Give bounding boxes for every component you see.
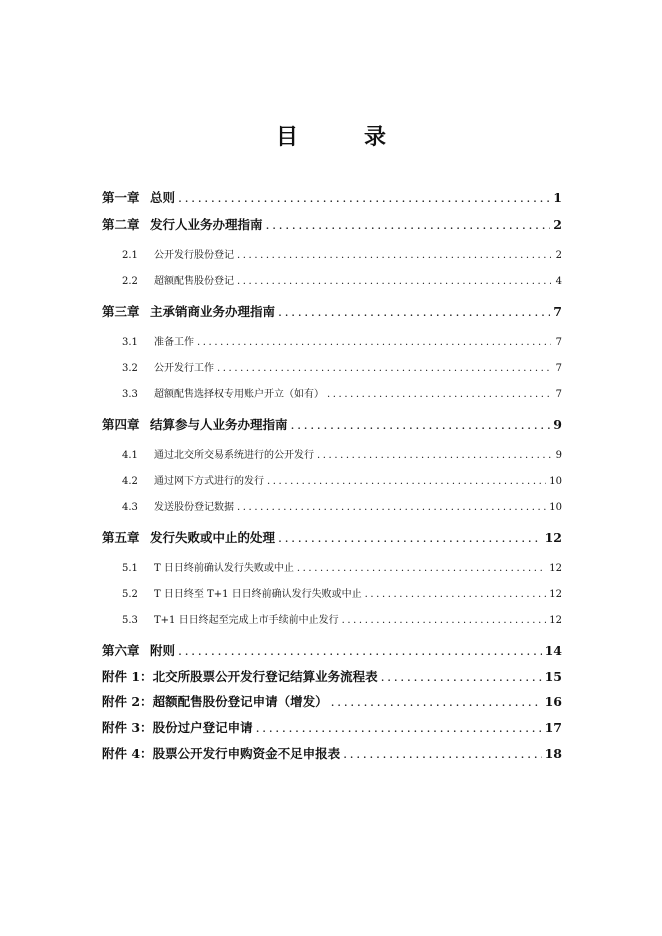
- toc-entry-page: 7: [555, 363, 562, 374]
- toc-entry-label: T+1 日日终起至完成上市手续前中止发行: [154, 615, 339, 626]
- toc-entry-page: 9: [553, 417, 562, 432]
- toc-entry-number: 第三章: [102, 304, 140, 319]
- toc-entry-number: 3.3: [122, 389, 138, 400]
- toc-entry-page: 4: [555, 276, 562, 287]
- toc-entry-number: 第一章: [102, 190, 140, 205]
- toc-entry-page: 2: [555, 250, 562, 261]
- toc-leader-dots: [331, 694, 542, 709]
- toc-entry-page: 18: [544, 746, 562, 761]
- toc-entry-page: 12: [549, 589, 562, 600]
- toc-entry-section-2-1[interactable]: [122, 246, 562, 261]
- toc-entry-number: 2.1: [122, 250, 138, 261]
- toc-leader-dots: [178, 190, 550, 205]
- toc-entry-label: 股票公开发行申购资金不足申报表: [152, 746, 341, 761]
- toc-entry-number: 第六章: [102, 643, 140, 658]
- toc-leader-dots: [343, 746, 542, 761]
- toc-leader-dots: [365, 589, 547, 600]
- toc-entry-label: T 日日终至 T+1 日日终前确认发行失败或中止: [154, 589, 362, 600]
- toc-entry-section-3-3[interactable]: [122, 385, 562, 400]
- toc-entry-section-5-3[interactable]: [122, 611, 562, 626]
- toc-entry-section-2-2[interactable]: [122, 272, 562, 287]
- toc-entry-number: 5.2: [122, 589, 138, 600]
- toc-entry-label: 准备工作: [154, 337, 194, 348]
- toc-leader-dots: [342, 615, 547, 626]
- toc-entry-section-4-1[interactable]: [122, 446, 562, 461]
- toc-entry-section-4-2[interactable]: [122, 472, 562, 487]
- toc-entry-page: 7: [553, 304, 562, 319]
- toc-leader-dots: [278, 530, 542, 545]
- toc-entry-label: 超额配售股份登记申请（增发）: [152, 694, 328, 709]
- toc-entry-chapter-3[interactable]: [102, 302, 562, 320]
- toc-entry-label: 北交所股票公开发行登记结算业务流程表: [152, 669, 378, 684]
- toc-entry-page: 16: [544, 694, 562, 709]
- toc-entry-chapter-5[interactable]: [102, 528, 562, 546]
- toc-leader-dots: [267, 476, 546, 487]
- toc-entry-number: 4.3: [122, 502, 138, 513]
- toc-entry-number: 5.3: [122, 615, 138, 626]
- toc-leader-dots: [278, 304, 550, 319]
- toc-entry-page: 2: [553, 217, 562, 232]
- toc-entry-page: 17: [544, 720, 562, 735]
- toc-entry-page: 7: [555, 337, 562, 348]
- toc-leader-dots: [237, 502, 546, 513]
- toc-leader-dots: [327, 389, 551, 400]
- toc-entry-page: 10: [549, 502, 562, 513]
- toc-entry-number: 第四章: [102, 417, 140, 432]
- toc-entry-label: 超额配售选择权专用账户开立（如有）: [154, 389, 324, 400]
- toc-entry-chapter-4[interactable]: [102, 415, 562, 433]
- toc-entry-page: 9: [555, 450, 562, 461]
- toc-entry-number: 5.1: [122, 563, 138, 574]
- toc-entry-page: 1: [553, 190, 562, 205]
- toc-leader-dots: [381, 669, 542, 684]
- toc-entry-number: 3.2: [122, 363, 138, 374]
- toc-leader-dots: [297, 563, 546, 574]
- toc-entry-number: 附件 4：: [102, 746, 153, 761]
- page-title: 目 录: [275, 124, 408, 150]
- toc-entry-label: 发行人业务办理指南: [150, 217, 263, 232]
- toc-leader-dots: [178, 643, 542, 658]
- toc-entry-label: 总则: [150, 190, 176, 205]
- toc-entry-label: 超额配售股份登记: [154, 276, 234, 287]
- toc-entry-number: 4.1: [122, 450, 138, 461]
- toc-entry-label: 发送股份登记数据: [154, 502, 234, 513]
- toc-entry-number: 3.1: [122, 337, 138, 348]
- toc-entry-label: 发行失败或中止的处理: [150, 530, 276, 545]
- toc-entry-label: 公开发行股份登记: [154, 250, 234, 261]
- toc-leader-dots: [197, 337, 551, 348]
- toc-leader-dots: [237, 250, 551, 261]
- toc-leader-dots: [291, 417, 551, 432]
- toc-entry-page: 12: [544, 530, 562, 545]
- toc-entry-page: 7: [555, 389, 562, 400]
- toc-entry-section-4-3[interactable]: [122, 498, 562, 513]
- toc-entry-section-5-2[interactable]: [122, 585, 562, 600]
- toc-entry-number: 2.2: [122, 276, 138, 287]
- toc-entry-chapter-6[interactable]: [102, 641, 562, 659]
- toc-entry-label: 附则: [150, 643, 176, 658]
- toc-entry-number: 附件 1：: [102, 669, 153, 684]
- toc-entry-label: 股份过户登记申请: [152, 720, 253, 735]
- toc-entry-page: 12: [549, 563, 562, 574]
- toc-entry-label: 主承销商业务办理指南: [150, 304, 276, 319]
- toc-entry-page: 10: [549, 476, 562, 487]
- toc-entry-appendix-2[interactable]: [102, 692, 562, 710]
- toc-leader-dots: [266, 217, 551, 232]
- toc-entry-number: 第五章: [102, 530, 140, 545]
- toc-entry-appendix-4[interactable]: [102, 744, 562, 762]
- toc-entry-number: 4.2: [122, 476, 138, 487]
- toc-entry-page: 12: [549, 615, 562, 626]
- toc-leader-dots: [317, 450, 551, 461]
- toc-entry-number: 附件 2：: [102, 694, 153, 709]
- toc-entry-label: 通过北交所交易系统进行的公开发行: [154, 450, 314, 461]
- toc-entry-appendix-1[interactable]: [102, 667, 562, 685]
- toc-leader-dots: [237, 276, 551, 287]
- toc-entry-section-3-1[interactable]: [122, 333, 562, 348]
- toc-entry-section-5-1[interactable]: [122, 559, 562, 574]
- toc-entry-label: 结算参与人业务办理指南: [150, 417, 288, 432]
- toc-entry-label: 公开发行工作: [154, 363, 214, 374]
- toc-entry-number: 附件 3：: [102, 720, 153, 735]
- toc-entry-chapter-2[interactable]: [102, 215, 562, 233]
- toc-entry-appendix-3[interactable]: [102, 718, 562, 736]
- toc-entry-page: 14: [544, 643, 562, 658]
- toc-leader-dots: [256, 720, 542, 735]
- toc-entry-label: 通过网下方式进行的发行: [154, 476, 264, 487]
- toc-leader-dots: [217, 363, 551, 374]
- toc-entry-page: 15: [544, 669, 562, 684]
- toc-entry-label: T 日日终前确认发行失败或中止: [154, 563, 294, 574]
- toc-entry-section-3-2[interactable]: [122, 359, 562, 374]
- toc-entry-chapter-1[interactable]: [102, 188, 562, 206]
- toc-entry-number: 第二章: [102, 217, 140, 232]
